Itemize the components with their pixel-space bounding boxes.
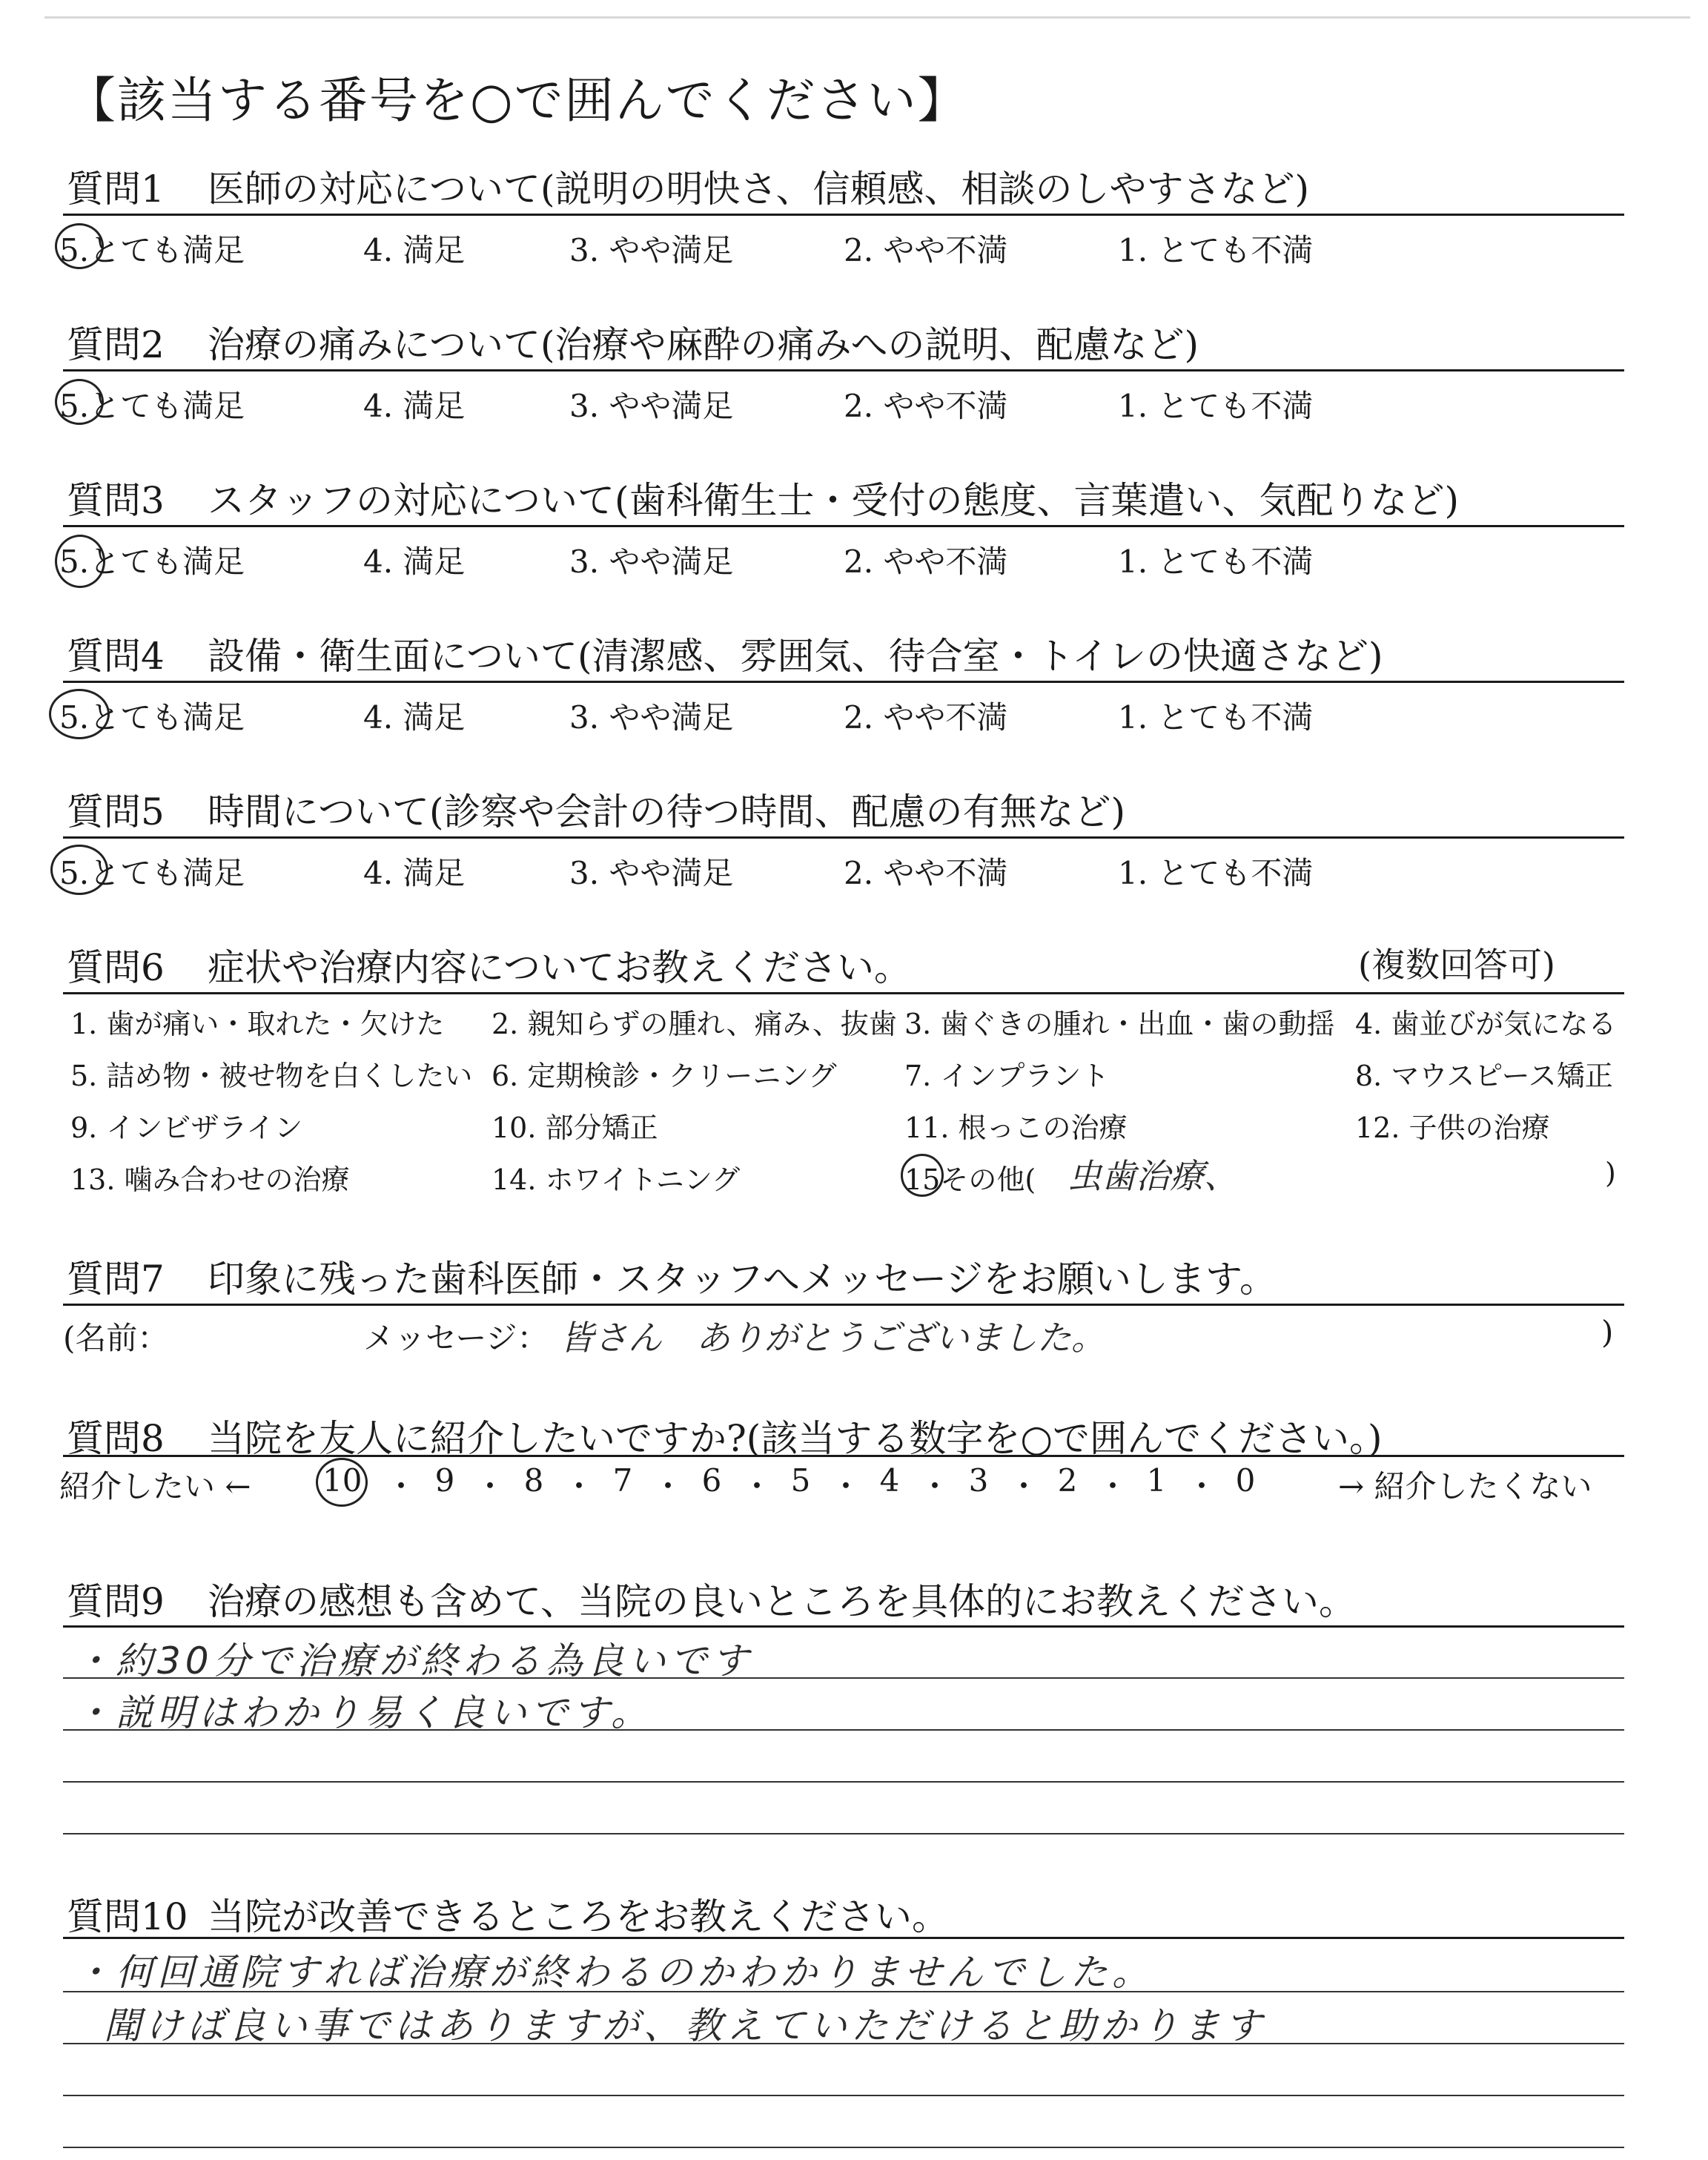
question-underline bbox=[63, 1304, 1624, 1306]
option-4[interactable]: 4. 満足 bbox=[363, 388, 466, 424]
form-heading: 【該当する番号を○で囲んでください】 bbox=[67, 72, 968, 129]
option-5[interactable]: 5.とても満足 bbox=[59, 544, 245, 580]
option-3[interactable]: 3. やや満足 bbox=[569, 544, 734, 580]
multiple-answer-note: (複数回答可) bbox=[1358, 945, 1555, 985]
scale-dot: ・ bbox=[385, 1468, 417, 1505]
option-2[interactable]: 2. やや不満 bbox=[844, 388, 1008, 424]
question-number: 質問5 bbox=[67, 790, 165, 833]
rating-options-q5 bbox=[59, 849, 1621, 901]
option-1[interactable]: 1. とても不満 bbox=[1118, 232, 1314, 268]
question-text: 治療の痛みについて(治療や麻酔の痛みへの説明、配慮など) bbox=[208, 323, 1199, 366]
scale-10[interactable]: 10 bbox=[322, 1462, 363, 1499]
question-text: 時間について(診察や会計の待つ時間、配慮の有無など) bbox=[208, 790, 1126, 833]
answer-rule bbox=[63, 2043, 1624, 2044]
answer-rule bbox=[63, 1781, 1624, 1783]
question-number: 質問1 bbox=[67, 168, 165, 211]
answer-rule bbox=[63, 2095, 1624, 2096]
other-answer: 虫歯治療、 bbox=[1068, 1156, 1238, 1196]
question-number: 質問10 bbox=[67, 1895, 188, 1938]
option-1[interactable]: 1. とても不満 bbox=[1118, 388, 1314, 424]
answer-line-2[interactable]: ・説明はわかり易く良いです。 bbox=[74, 1691, 652, 1734]
top-border bbox=[44, 16, 1690, 19]
option-2[interactable]: 2. やや不満 bbox=[844, 855, 1008, 891]
scale-dot: ・ bbox=[474, 1468, 506, 1505]
rating-options-q2 bbox=[59, 382, 1621, 434]
option-5[interactable]: 5.とても満足 bbox=[59, 855, 245, 891]
question-underline bbox=[63, 836, 1624, 839]
rating-options-q1 bbox=[59, 226, 1621, 278]
option-1[interactable]: 1. とても不満 bbox=[1118, 855, 1314, 891]
question-5 bbox=[67, 782, 1125, 836]
scale-dot: ・ bbox=[919, 1468, 951, 1505]
scale-1[interactable]: 1 bbox=[1146, 1462, 1167, 1499]
recommend-scale bbox=[59, 1462, 1631, 1514]
improvement-line-1[interactable]: ・何回通院すれば治療が終わるのかわかりませんでした。 bbox=[74, 1951, 1153, 1994]
question-text: 当院が改善できるところをお教えください。 bbox=[208, 1895, 949, 1938]
question-number: 質問2 bbox=[67, 323, 165, 366]
option-1[interactable]: 1. とても不満 bbox=[1118, 544, 1314, 580]
question-2 bbox=[67, 315, 1199, 369]
scale-dot: ・ bbox=[741, 1468, 773, 1505]
scale-dot: ・ bbox=[830, 1468, 862, 1505]
option-2[interactable]: 2. やや不満 bbox=[844, 699, 1008, 736]
option-4[interactable]: 4. 満足 bbox=[363, 232, 466, 268]
treatment-item[interactable]: 7. インプラント bbox=[904, 1060, 1110, 1092]
message-label: メッセージ： bbox=[363, 1320, 549, 1356]
other-close-paren: ) bbox=[1605, 1157, 1616, 1189]
scale-dot: ・ bbox=[1008, 1468, 1040, 1505]
question-number: 質問6 bbox=[67, 946, 165, 989]
question-text: 治療の感想も含めて、当院の良いところを具体的にお教えください。 bbox=[208, 1580, 1356, 1623]
treatment-checklist bbox=[70, 1001, 1627, 1223]
scale-8[interactable]: 8 bbox=[523, 1462, 544, 1499]
question-underline bbox=[63, 1455, 1624, 1457]
question-underline bbox=[63, 214, 1624, 216]
option-3[interactable]: 3. やや満足 bbox=[569, 699, 734, 736]
treatment-item[interactable]: 3. 歯ぐきの腫れ・出血・歯の動揺 bbox=[904, 1008, 1335, 1040]
scale-3[interactable]: 3 bbox=[968, 1462, 989, 1499]
scale-right-label: → 紹介したくない bbox=[1338, 1468, 1592, 1505]
question-text: 当院を友人に紹介したいですか?(該当する数字を○で囲んでください。) bbox=[208, 1417, 1383, 1460]
question-number: 質問8 bbox=[67, 1417, 165, 1460]
question-text: 医師の対応について(説明の明快さ、信頼感、相談のしやすさなど) bbox=[208, 168, 1310, 211]
message-field bbox=[63, 1314, 1635, 1366]
question-6 bbox=[67, 938, 911, 991]
treatment-item-other[interactable]: 15その他( bbox=[904, 1163, 1036, 1196]
scale-dot: ・ bbox=[563, 1468, 595, 1505]
question-number: 質問9 bbox=[67, 1580, 165, 1623]
scale-dot: ・ bbox=[1186, 1468, 1218, 1505]
option-5[interactable]: 5.とても満足 bbox=[59, 388, 245, 424]
scale-5[interactable]: 5 bbox=[790, 1462, 811, 1499]
option-3[interactable]: 3. やや満足 bbox=[569, 388, 734, 424]
question-underline bbox=[63, 681, 1624, 683]
message-answer[interactable]: 皆さん ありがとうございました。 bbox=[560, 1318, 1105, 1358]
question-text: 印象に残った歯科医師・スタッフへメッセージをお願いします。 bbox=[208, 1258, 1277, 1301]
treatment-item[interactable]: 9. インビザライン bbox=[70, 1112, 303, 1144]
option-4[interactable]: 4. 満足 bbox=[363, 855, 466, 891]
scale-2[interactable]: 2 bbox=[1057, 1462, 1078, 1499]
question-4 bbox=[67, 627, 1383, 680]
treatment-item[interactable]: 13. 噛み合わせの治療 bbox=[70, 1163, 350, 1196]
option-3[interactable]: 3. やや満足 bbox=[569, 232, 734, 268]
question-number: 質問4 bbox=[67, 635, 165, 678]
question-underline bbox=[63, 992, 1624, 994]
name-label: (名前： bbox=[63, 1320, 169, 1356]
treatment-item[interactable]: 1. 歯が痛い・取れた・欠けた bbox=[70, 1008, 445, 1040]
treatment-item[interactable]: 12. 子供の治療 bbox=[1355, 1112, 1550, 1144]
question-7 bbox=[67, 1249, 1277, 1303]
treatment-item[interactable]: 5. 詰め物・被せ物を白くしたい bbox=[70, 1060, 473, 1092]
answer-rule bbox=[63, 1729, 1624, 1731]
question-text: スタッフの対応について(歯科衛生士・受付の態度、言葉遣い、気配りなど) bbox=[208, 479, 1460, 522]
treatment-item[interactable]: 8. マウスピース矯正 bbox=[1355, 1060, 1613, 1092]
answer-rule bbox=[63, 1833, 1624, 1834]
answer-line-1[interactable]: ・約30分で治療が終わる為良いです bbox=[74, 1639, 753, 1682]
improvement-line-2[interactable]: 聞けば良い事ではありますが、教えていただけると助かります bbox=[104, 2004, 1266, 2047]
answer-rule bbox=[63, 1991, 1624, 1992]
treatment-item[interactable]: 14. ホワイトニング bbox=[491, 1163, 741, 1196]
option-1[interactable]: 1. とても不満 bbox=[1118, 699, 1314, 736]
question-3 bbox=[67, 471, 1459, 524]
question-9 bbox=[67, 1572, 1356, 1625]
question-text: 症状や治療内容についてお教えください。 bbox=[208, 946, 911, 989]
question-underline bbox=[63, 525, 1624, 527]
scale-4[interactable]: 4 bbox=[879, 1462, 900, 1499]
rating-options-q3 bbox=[59, 538, 1621, 589]
option-3[interactable]: 3. やや満足 bbox=[569, 855, 734, 891]
option-2[interactable]: 2. やや不満 bbox=[844, 544, 1008, 580]
scale-6[interactable]: 6 bbox=[701, 1462, 722, 1499]
treatment-item[interactable]: 2. 親知らずの腫れ、痛み、抜歯 bbox=[491, 1008, 897, 1040]
scale-9[interactable]: 9 bbox=[434, 1462, 455, 1499]
option-5[interactable]: 5.とても満足 bbox=[59, 699, 245, 736]
question-number: 質問3 bbox=[67, 479, 165, 522]
treatment-item[interactable]: 11. 根っこの治療 bbox=[904, 1112, 1128, 1144]
scale-dot: ・ bbox=[652, 1468, 684, 1505]
treatment-item[interactable]: 4. 歯並びが気になる bbox=[1355, 1008, 1617, 1040]
rating-options-q4 bbox=[59, 693, 1621, 745]
scale-dot: ・ bbox=[1097, 1468, 1129, 1505]
treatment-item[interactable]: 10. 部分矯正 bbox=[491, 1112, 658, 1144]
message-close-paren: ) bbox=[1601, 1314, 1614, 1350]
option-2[interactable]: 2. やや不満 bbox=[844, 232, 1008, 268]
question-underline bbox=[63, 1937, 1624, 1939]
answer-rule bbox=[63, 2147, 1624, 2148]
option-5[interactable]: 5.とても満足 bbox=[59, 232, 245, 268]
scale-7[interactable]: 7 bbox=[612, 1462, 633, 1499]
scale-left-label: 紹介したい ← bbox=[59, 1468, 251, 1505]
question-text: 設備・衛生面について(清潔感、雰囲気、待合室・トイレの快適さなど) bbox=[208, 635, 1383, 678]
question-number: 質問7 bbox=[67, 1258, 165, 1301]
option-4[interactable]: 4. 満足 bbox=[363, 699, 466, 736]
treatment-item[interactable]: 6. 定期検診・クリーニング bbox=[491, 1060, 837, 1092]
question-underline bbox=[63, 1625, 1624, 1628]
question-1 bbox=[67, 159, 1309, 213]
question-underline bbox=[63, 369, 1624, 371]
answer-rule bbox=[63, 1677, 1624, 1679]
question-10 bbox=[67, 1887, 949, 1941]
option-4[interactable]: 4. 満足 bbox=[363, 544, 466, 580]
scale-0[interactable]: 0 bbox=[1235, 1462, 1256, 1499]
